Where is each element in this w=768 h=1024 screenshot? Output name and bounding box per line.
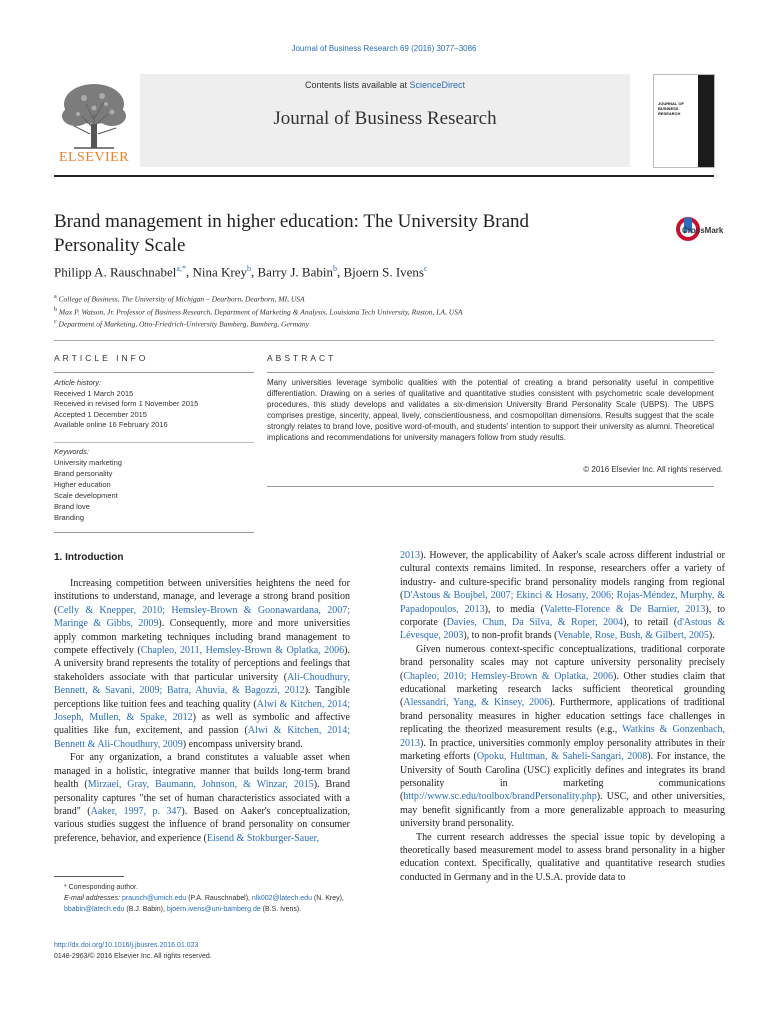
sciencedirect-link[interactable]: ScienceDirect [409,80,466,90]
author-affiliation-mark[interactable]: b [247,264,251,273]
paragraph [54,751,350,845]
history-label: Article history: [54,378,102,387]
divider [54,340,714,341]
author-affiliation-mark[interactable]: b [332,264,337,273]
journal-citation-link[interactable]: Journal of Business Research 69 (2016) 3077–3086 [291,44,477,53]
footnote-rule [54,876,124,877]
divider [54,532,254,533]
corresponding-author-note: * Corresponding author. [64,884,138,891]
keyword: University marketing [54,458,122,467]
email-addresses [54,893,384,915]
body-text: ). However, the applicability of Aaker's scale across different industrial or cultural contexts remains limited. In response, researchers offer a variety of industry- and culture-specific brand personality models ranging from regional ( [400,550,725,602]
article-history [54,378,254,431]
body-text: The current research addresses the special issue topic by developing a theoretically based measurement model to assess brand personality in a higher education context. Specifically, qualitative and quantitative research studies conducted in Germany and in the U.S.A. provide data to [400,831,725,883]
doi-link[interactable]: http://dx.doi.org/10.1016/j.jbusres.2016.01.023 [54,942,199,949]
citation-link[interactable]: d'Astous & Lévesque, 2003 [400,617,725,642]
keyword: Branding [54,513,85,522]
citation-link[interactable]: Alwi & Kitchen, 2014; Bennett & Ali-Choudhury, 2009 [54,725,351,750]
paragraph [400,831,725,885]
email-link[interactable]: bjoern.ivens@uni-bamberg.de [166,906,261,913]
email-link[interactable]: nlk002@latech.edu [251,895,312,902]
citation-link[interactable]: Eisend & Stokburger-Sauer, [206,832,320,844]
divider [54,442,254,443]
body-text: ), to corporate ( [400,603,726,629]
citation-link[interactable]: Davies, Chun, Da Silva, & Roper, 2004 [446,617,624,629]
author-name[interactable]: Nina Krey [192,264,247,280]
body-text: ). Consequently, more and more universities apply common marketing techniques including brand management to compete effectively ( [54,618,351,657]
affiliation-line: $^c$ Department of Marketing, Otto-Friedrich-University Bamberg, Bamberg, Germany [54,319,309,329]
body-text: ). Tangible perceptions like tuition fees and teaching quality ( [54,685,350,710]
author-affiliation-mark[interactable]: a,* [176,264,186,273]
paragraph [400,549,725,643]
citation-link[interactable]: Chapleo, 2011, Hemsley-Brown & Oplatka, 2006 [140,645,345,657]
body-text: ). [708,630,715,642]
body-column-left [54,577,350,845]
crossmark-label[interactable]: CrossMark [682,226,724,235]
email-owner: (B.J. Babin), [124,906,167,913]
elsevier-wordmark: ELSEVIER [58,150,130,165]
divider [267,486,714,487]
affiliation-line: $^b$ Max P. Watson, Jr. Professor of Business Research, Department of Marketing & Analysis, Louisiana Tech University, Ruston, LA, USA [54,306,463,316]
footnotes [54,882,384,915]
keyword: Scale development [54,491,118,500]
body-text: Given numerous context-specific conceptualizations, traditional corporate brand personality scales may not capture university personality precisely ( [400,643,725,682]
abstract-text: Many universities leverage symbolic qualities with the potential of creating a brand personality useful in competitive differentiation. Drawing on a series of qualitative and quantitative studies consistent with psychometric scale development procedures, this study develops and validates a six-dimension University Brand Personality Scale (UBPS). The UBPS comprises prestige, sincerity, appeal, lively, conscientiousness, and cosmopolitan dimensions. Results suggest that the scale strongly relates to brand love, positive word-of-mouth, and students' intention to support their university as alumni. Theoretical implications and recommendations for university managers follow from study results. [267,378,714,442]
affiliation-line: $^a$ College of Business, The University of Michigan – Dearborn, Dearborn, MI, USA [54,294,305,304]
cover-text: JOURNAL OF BUSINESS RESEARCH [658,101,684,116]
history-entry: Received in revised form 1 November 2015 [54,399,199,408]
author-name[interactable]: Bjoern S. Ivens [343,264,424,280]
email-link[interactable]: bbabin@latech.edu [64,906,125,913]
citation-link[interactable]: Watkins & Gonzenbach, 2013 [400,724,726,749]
citation-link[interactable]: D'Astous & Boujbel, 2007; Ekinci & Hosany, 2006; Rojas-Méndez, Murphy, & Papadopoulos, 2013 [400,590,725,615]
body-text: ). Brand personality captures "the set of human characteristics associated with a brand" ( [54,779,350,817]
citation-link[interactable]: Alwi & Kitchen, 2014; Joseph, Mullen, & Spake, 2012 [54,698,350,724]
body-text: ), to media ( [484,603,544,615]
citation-link[interactable]: Chapleo, 2010; Hemsley-Brown & Oplatka, 2006 [403,670,613,682]
abstract-heading: ABSTRACT [267,353,337,363]
citation-link[interactable]: Mirzaei, Gray, Baumann, Johnson, & Winzar, 2015 [87,779,314,791]
contents-prefix: Contents lists available at [304,80,410,90]
body-text: ). In practice, universities commonly employ personality attributes in their marketing efforts ( [400,737,725,763]
keyword: Higher education [54,480,111,489]
author-name[interactable]: Barry J. Babin [257,264,333,280]
author-affiliation-mark[interactable]: c [424,264,428,273]
citation-link[interactable]: 2013 [400,550,420,561]
citation-link[interactable]: Venable, Rose, Bush, & Gilbert, 2005 [557,630,709,642]
issn-line: 0148-2963/© 2016 Elsevier Inc. All rights reserved. [54,953,212,960]
keywords [54,446,254,523]
body-text: ). USC, and other universities, may benefit significantly from a more generalizable approach to measuring university brand personality. [400,791,725,830]
history-entry: Received 1 March 2015 [54,388,134,398]
keywords-label: Keywords: [54,447,90,456]
body-text: ), to retail ( [623,617,678,629]
email-owner: (N. Krey), [311,895,344,902]
body-text: ). A university brand represents the totality of perceptions and feelings that stakeholders associate with that particular university ( [54,645,350,683]
body-text: Increasing competition between universities heightens the need for institutions to understand, manage, and leverage a strong brand position ( [54,578,350,616]
abstract-copyright: © 2016 Elsevier Inc. All rights reserved. [583,465,723,474]
body-text: ). For instance, the University of South Carolina (USC) explicitly defines and integrates its brand personality in marketing communications ( [400,751,726,803]
citation-link[interactable]: http://www.sc.edu/toolbox/brandPersonality.php [403,791,597,803]
article-title: Brand management in higher education: The University Brand Personality Scale [54,211,530,256]
email-owner: (B.S. Ivens). [260,906,302,913]
body-text: ), to non-profit brands ( [463,630,558,642]
cover-strip [698,75,714,167]
email-link[interactable]: prausch@umich.edu [121,895,187,902]
section-heading-introduction: 1. Introduction [54,552,124,563]
keyword: Brand personality [54,469,113,478]
body-column-right [400,549,725,884]
body-text: For any organization, a brand constitutes a valuable asset when managed in a holistic, integrative manner that builds long-term brand health ( [54,752,350,791]
affiliations [54,292,714,330]
contents-line [140,80,630,90]
journal-cover-thumbnail[interactable] [653,74,715,168]
citation-link[interactable]: Celly & Knepper, 2010; Hemsley-Brown & Goonawardana, 2007; Maringe & Gibbs, 2009 [54,604,350,630]
citation-link[interactable]: Aaker, 1997, p. 347 [90,805,182,817]
paragraph [54,577,350,751]
history-entry: Available online 16 February 2016 [54,420,168,429]
email-owner: (P.A. Rauschnabel), [186,895,252,902]
keyword: Brand love [54,502,90,511]
body-text: ). Based on Aaker's conceptualization, various studies suggest the influence of brand personality on consumer preference, behavior, and experience ( [54,805,350,844]
email-label: E-mail addresses: [64,895,122,902]
body-text: ). Other studies claim that educational marketing research lacks sufficient theoretical grounding ( [400,670,725,709]
body-text: ) as well as symbolic and affective qualities like fun, excitement, and passion ( [54,712,350,737]
citation-link[interactable]: Valette-Florence & De Barnier, 2013 [543,603,706,615]
divider [267,372,714,373]
journal-name: Journal of Business Research [273,108,497,129]
citation-link[interactable]: Alessandri, Yang, & Kinsey, 2006 [403,697,550,709]
article-info-heading: ARTICLE INFO [54,353,149,363]
divider [54,372,254,373]
citation-link[interactable]: Opoku, Hultman, & Saheli-Sangari, 2008 [476,751,648,763]
body-text: ) encompass university brand. [182,738,303,750]
doi-block [54,940,384,962]
author-name[interactable]: Philipp A. Rauschnabel [54,264,177,280]
header-rule [54,175,714,177]
history-entry: Accepted 1 December 2015 [54,409,147,419]
author-list: Philipp A. Rauschnabel$^{a,*}$, Nina Krey$^b$, Barry J. Babin$^b$, Bjoern S. Ivens$^c$ [54,264,428,280]
body-text: ). Furthermore, applications of traditional brand personality measures in higher education settings face challenges in replicating the theorized measurement results (e.g., [400,697,725,736]
citation-link[interactable]: Ali-Choudhury, Bennett, & Savani, 2009; Batra, Ahuvia, & Bagozzi, 2012 [54,671,350,697]
paragraph [400,643,725,831]
